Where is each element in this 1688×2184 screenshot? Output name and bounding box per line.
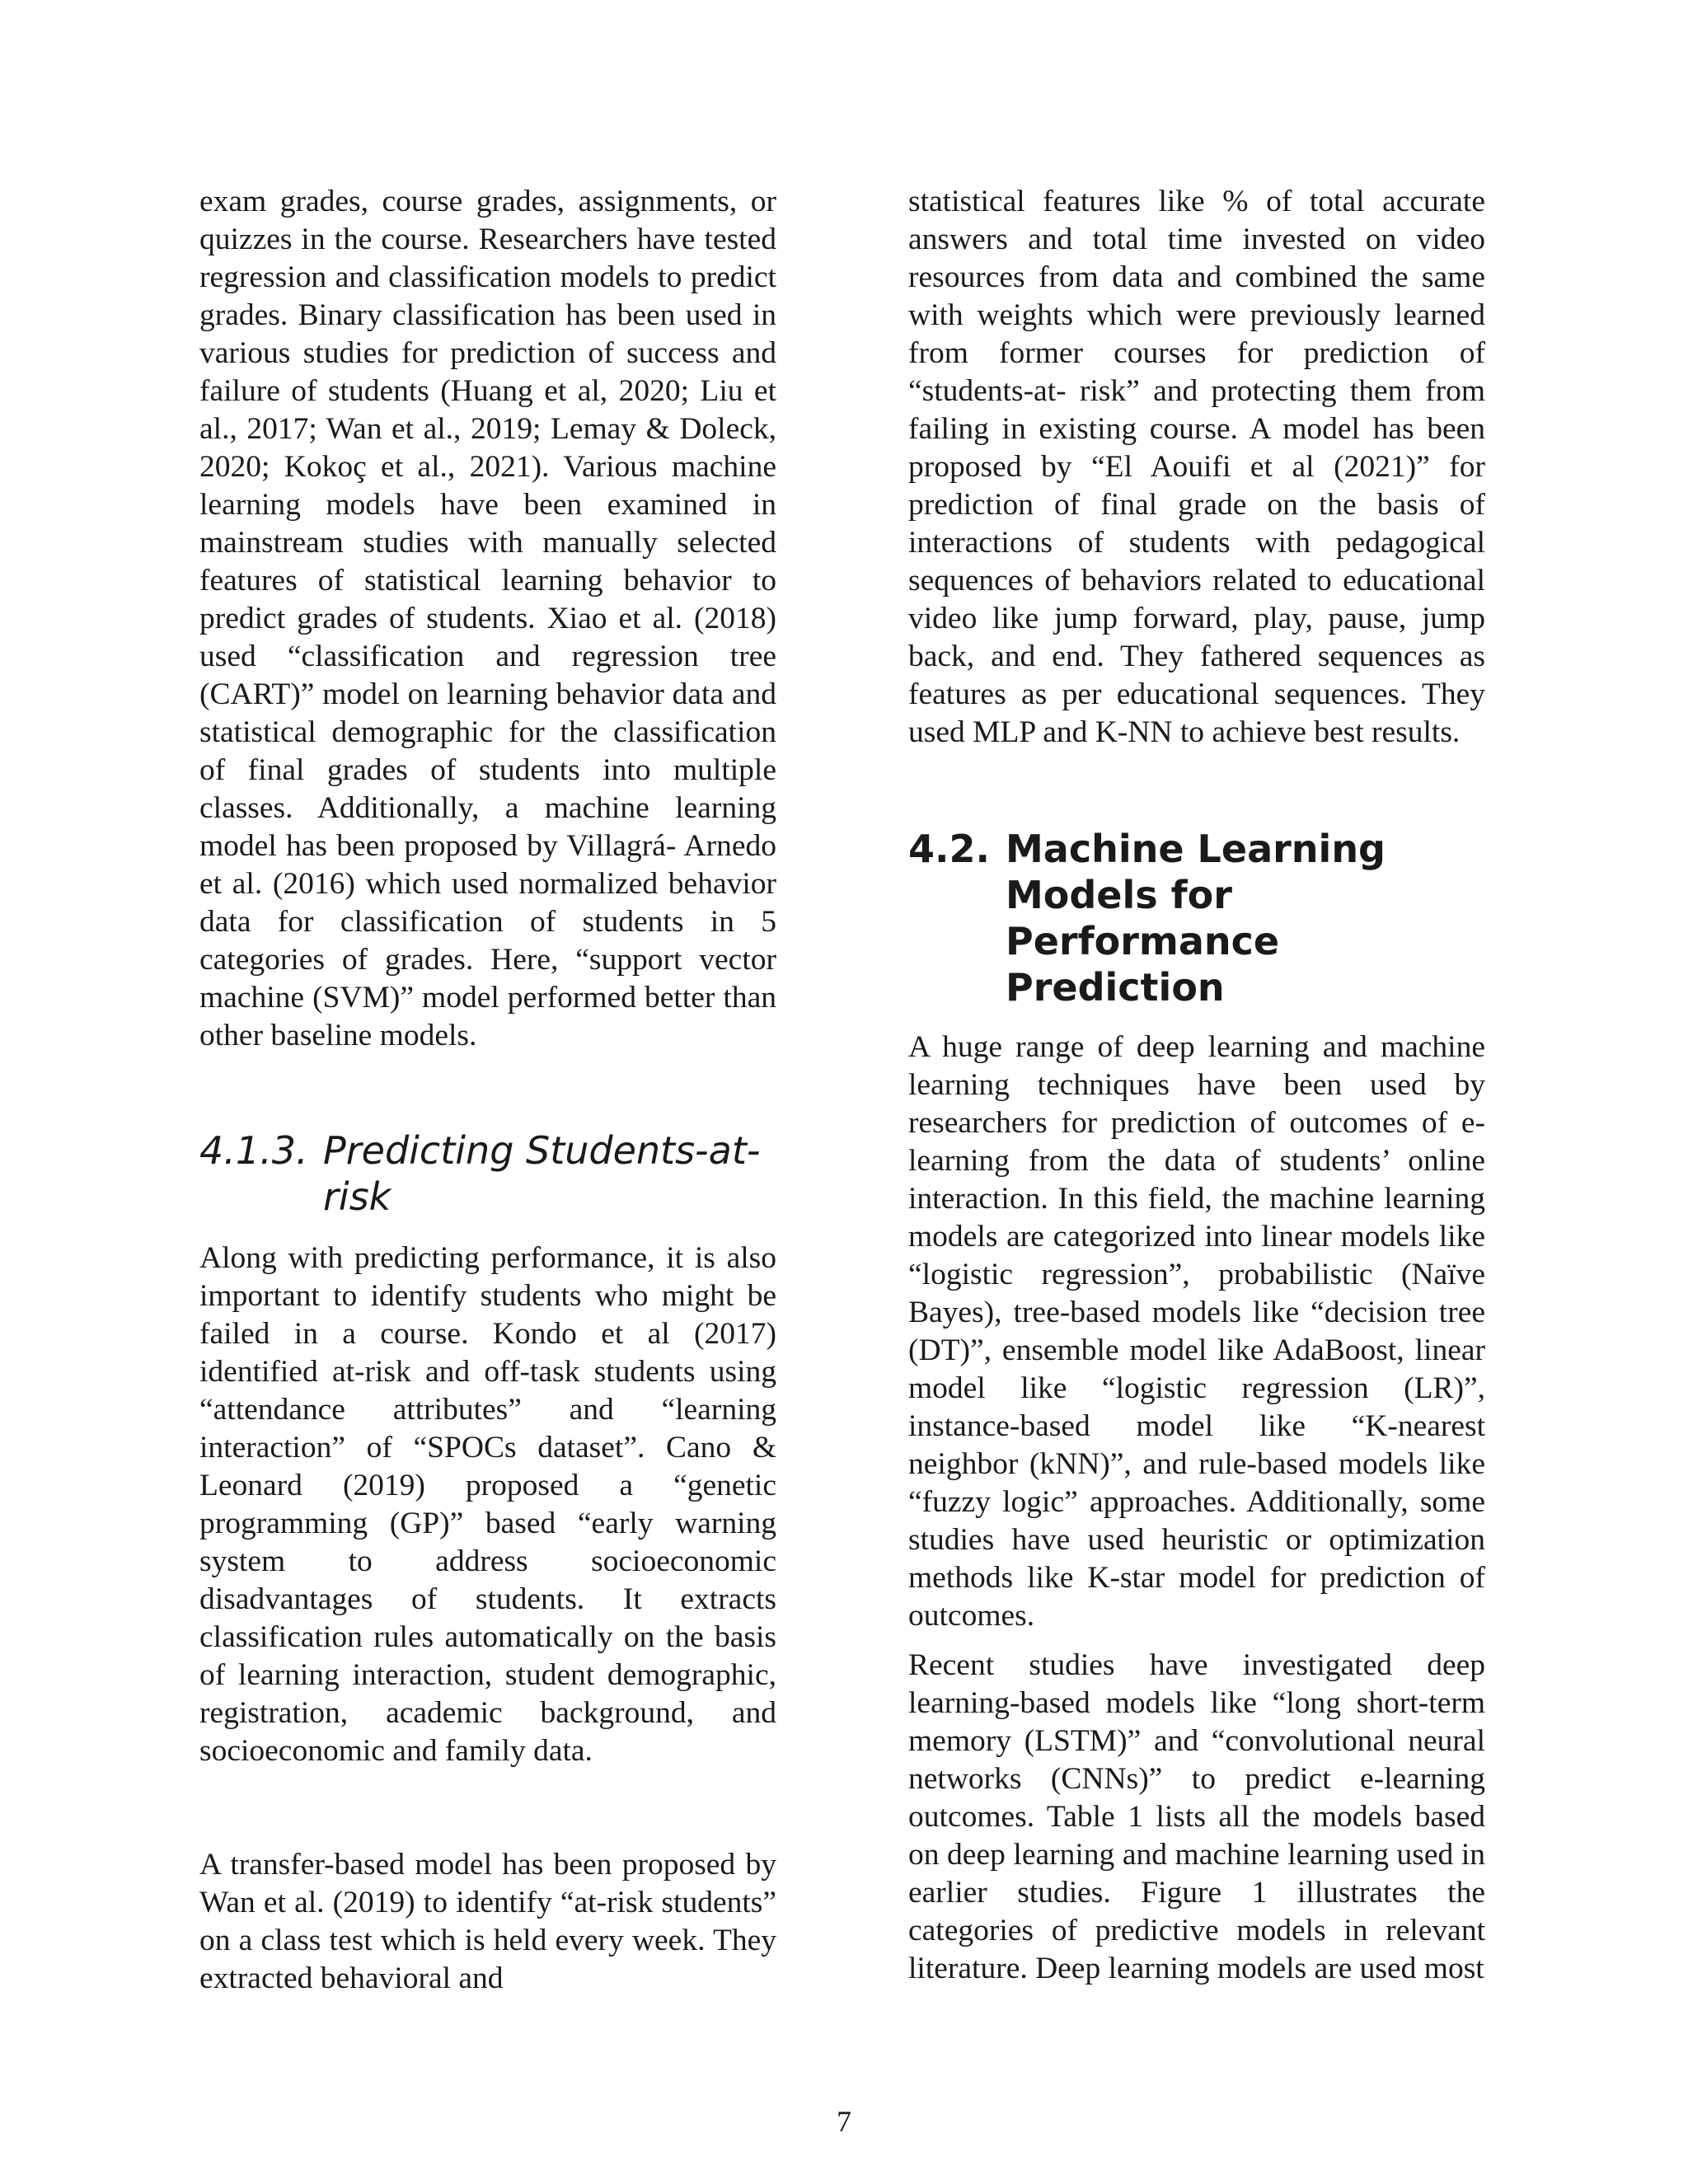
section-title: Predicting Students-at-risk (323, 1128, 761, 1219)
body-paragraph: statistical features like % of total accurate answers and total time invested on video resources from data and combined the same with weights which were previously learned from former courses for prediction of “students-at- risk” and protecting them from failing in existing course. A model has been proposed by “El Aouifi et al (2021)” for prediction of final grade on the basis of interactions of students with pedagogical sequences of behaviors related to educational video like jump forward, play, pause, jump back, and end. They fathered sequences as features as per educational sequences. They used MLP and K-NN to achieve best results. (908, 185, 1485, 749)
section-heading-4-1-3 (199, 1127, 776, 1220)
left-column (199, 183, 776, 1998)
section-number: 4.1.3. (199, 1128, 308, 1173)
body-paragraph: A transfer-based model has been proposed by Wan et al. (2019) to identify “at-risk students” on a class test which is held every week. They extracted behavioral and (199, 1848, 776, 1995)
section-heading-4-2 (908, 826, 1485, 1010)
body-paragraph: Recent studies have investigated deep learning-based models like “long short-term memory (LSTM)” and “convolutional neural networks (CNNs)” to predict e-learning outcomes. Table 1 lists all the models based on deep learning and machine learning used in earlier studies. Figure 1 illustrates the categories of predictive models in relevant literature. Deep learning models are used most (908, 1648, 1485, 1985)
page-number: 7 (837, 2105, 851, 2138)
right-column (908, 183, 1485, 1988)
body-paragraph: Along with predicting performance, it is also important to identify students who might be failed in a course. Kondo et al (2017) identified at-risk and off-task students using “attendance attributes” and “learning interaction” of “SPOCs dataset”. Cano & Leonard (2019) proposed a “genetic programming (GP)” based “early warning system to address socioeconomic disadvantages of students. It extracts classification rules automatically on the basis of learning interaction, student demographic, registration, academic background, and socioeconomic and family data. (199, 1241, 776, 1768)
body-paragraph: A huge range of deep learning and machine learning techniques have been used by researchers for prediction of outcomes of e-learning from the data of students’ online interaction. In this field, the machine learning models are categorized into linear models like “logistic regression”, probabilistic (Naïve Bayes), tree-based models like “decision tree (DT)”, ensemble model like AdaBoost, linear model like “logistic regression (LR)”, instance-based model like “K-nearest neighbor (kNN)”, and rule-based models like “fuzzy logic” approaches. Additionally, some studies have used heuristic or optimization methods like K-star model for prediction of outcomes. (908, 1030, 1485, 1633)
body-paragraph: exam grades, course grades, assignments, or quizzes in the course. Researchers have tested regression and classification models to predict grades. Binary classification has been used in various studies for prediction of success and failure of students (Huang et al, 2020; Liu et al., 2017; Wan et al., 2019; Lemay & Doleck, 2020; Kokoç et al., 2021). Various machine learning models have been examined in mainstream studies with manually selected features of statistical learning behavior to predict grades of students. Xiao et al. (2018) used “classification and regression tree (CART)” model on learning behavior data and statistical demographic for the classification of final grades of students into multiple classes. Additionally, a machine learning model has been proposed by Villagrá- Arnedo et al. (2016) which used normalized behavior data for classification of students in 5 categories of grades. Here, “support vector machine (SVM)” model performed better than other baseline models. (199, 185, 776, 1052)
section-title: Machine Learning Models for Performance Prediction (1006, 827, 1386, 1010)
section-number: 4.2. (908, 827, 990, 871)
